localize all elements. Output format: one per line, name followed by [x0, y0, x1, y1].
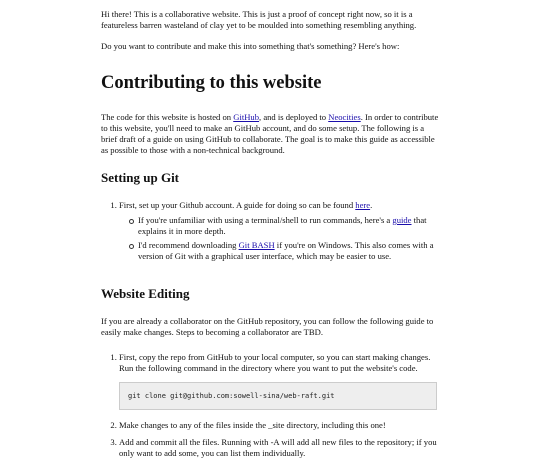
- bullet-terminal-end: that explains it in more depth.: [138, 215, 427, 236]
- intro-paragraph-2: Do you want to contribute and make this into something that's something? Here's how:: [101, 41, 400, 51]
- main-content: [101, 9, 439, 465]
- contributing-text-2: , and is deployed to: [259, 112, 329, 122]
- setup-git-heading: Setting up Git: [101, 170, 180, 185]
- setup-step-1-end: .: [370, 200, 373, 210]
- setup-step-1: [119, 200, 439, 262]
- bullet-terminal: [129, 215, 439, 237]
- setup-step-1-text: First, set up your Github account. A guide for doing so can be found: [119, 200, 356, 210]
- editing-step-1-text: First, copy the repo from GitHub to your local computer, so you can start making changes. Run the following command in the directory where you want to put the website's code.: [119, 352, 431, 373]
- bullet-git-bash-text: I'd recommend downloading: [138, 240, 239, 250]
- contributing-heading: Contributing to this website: [101, 73, 322, 93]
- github-guide-link[interactable]: here: [355, 200, 371, 210]
- website-editing-steps: [101, 352, 439, 459]
- editing-step-1: [119, 352, 439, 410]
- github-link[interactable]: GitHub: [233, 112, 260, 122]
- intro-paragraph-1: Hi there! This is a collaborative website. This is just a proof of concept right now, so it is a featureless barren wasteland of clay yet to be moulded into something resembling anything.: [101, 9, 417, 30]
- git-clone-code-block[interactable]: git clone git@github.com:sowell-sina/web-raft.git: [119, 382, 437, 410]
- website-editing-intro: If you are already a collaborator on the GitHub repository, you can follow the following guide to easily make changes. Steps to becoming a collaborator are TBD.: [101, 316, 434, 337]
- neocities-link[interactable]: Neocities: [328, 112, 361, 122]
- editing-step-3: 3. Add and commit all the files. Running with -A will add all new files to the repository; if you only want to add some, you can list them individually.: [119, 437, 439, 459]
- setup-git-steps: [101, 200, 439, 262]
- bullet-git-bash: [129, 240, 439, 262]
- contributing-text-1: The code for this website is hosted on: [101, 112, 234, 122]
- terminal-guide-link[interactable]: guide: [392, 215, 412, 225]
- git-bash-link[interactable]: Git BASH: [238, 240, 275, 250]
- editing-step-2: 2. Make changes to any of the files inside the _site directory, including this one!: [119, 420, 439, 431]
- bullet-terminal-text: If you're unfamiliar with using a terminal/shell to run commands, here's a: [138, 215, 393, 225]
- contributing-text-3: . In order to contribute to this website, you'll need to make an GitHub account, and do some setup. The following is a brief draft of a guide on using GitHub to collaborate. The goal is to make this guide as accessible as possible to those with a non-technical background.: [101, 112, 439, 155]
- contributing-paragraph: [101, 112, 439, 156]
- setup-step-1-bullets: [119, 215, 439, 262]
- website-editing-heading: Website Editing: [101, 286, 190, 301]
- bullet-git-bash-end: if you're on Windows. This also comes with a version of Git with a graphical user interface, which may be easier to use.: [138, 240, 434, 261]
